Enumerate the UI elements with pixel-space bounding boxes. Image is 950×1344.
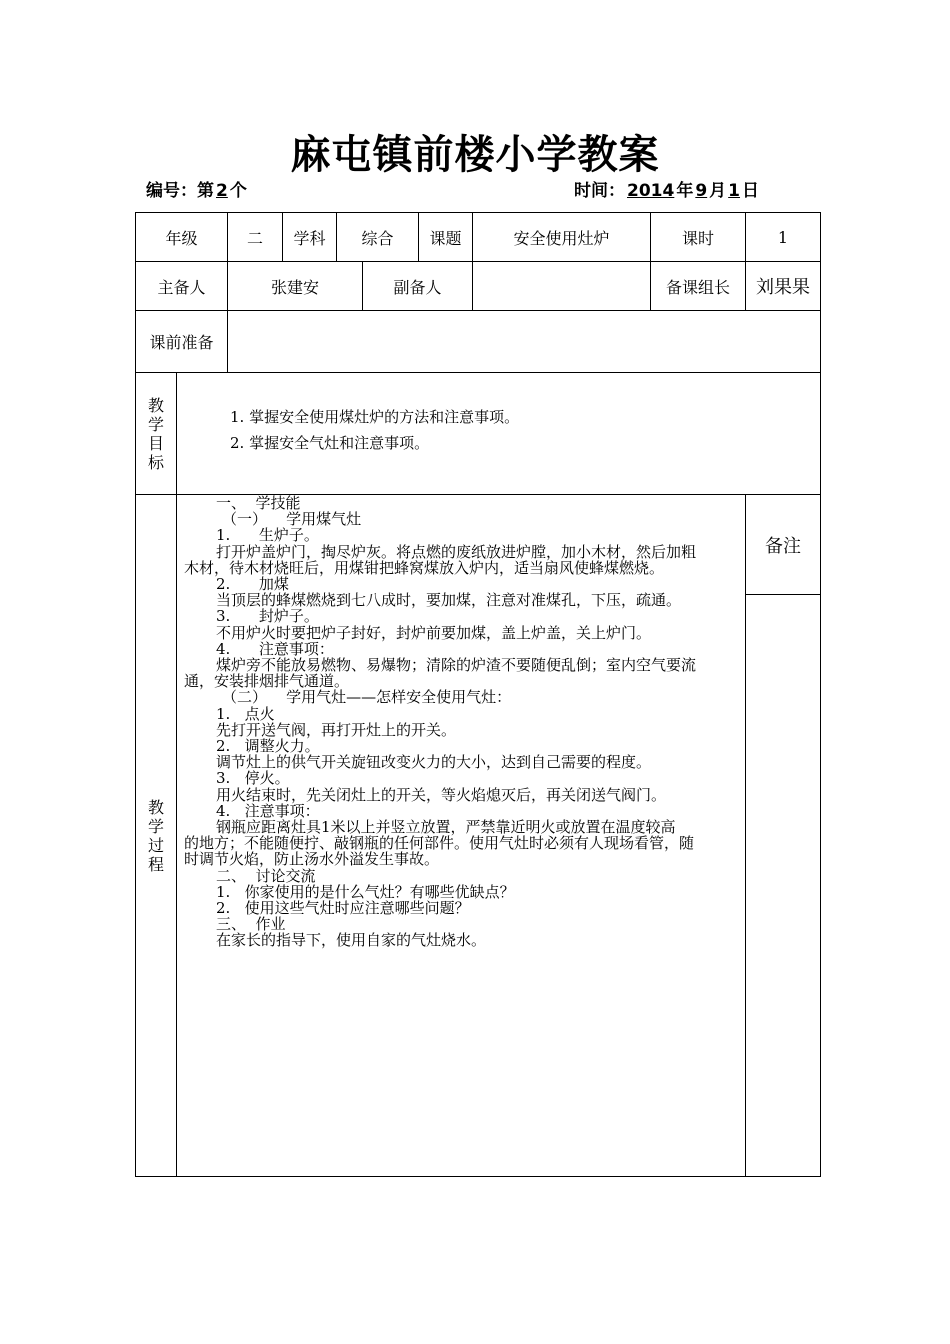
- process-line: 1. 点火: [216, 704, 275, 723]
- grade-value: 二: [246, 228, 263, 248]
- process-line: 4. 注意事项：: [216, 801, 320, 820]
- group-lead-value: 刘果果: [756, 277, 810, 298]
- goal-item: 1. 掌握安全使用煤灶炉的方法和注意事项。: [230, 408, 520, 426]
- process-line: 3. 封炉子。: [216, 607, 319, 626]
- process-line: 调节灶上的供气开关旋钮改变火力的大小，达到自己需要的程度。: [216, 753, 652, 772]
- process-line: （一） 学用煤气灶: [222, 510, 362, 529]
- process-line: 三、 作业: [216, 915, 286, 934]
- year-value: 2014: [627, 181, 675, 201]
- process-line: 在家长的指导下，使用自家的气灶烧水。: [216, 931, 487, 950]
- lead-preparer-value: 张建安: [270, 277, 319, 297]
- process-line: 不用炉火时要把炉子封好，封炉前要加煤，盖上炉盖，关上炉门。: [216, 623, 652, 642]
- deputy-preparer-label: 副备人: [393, 277, 442, 297]
- process-line: 1. 生炉子。: [216, 526, 319, 545]
- number-label: 编号：第: [146, 181, 214, 201]
- process-line: 3. 停火。: [216, 769, 290, 788]
- process-line: 4. 注意事项：: [216, 639, 334, 658]
- goals-list: [230, 404, 519, 456]
- topic-value: 安全使用灶炉: [513, 228, 610, 248]
- process-line: 1. 你家使用的是什么气灶？有哪些优缺点？: [216, 882, 515, 901]
- process-line: 当顶层的蜂煤燃烧到七八成时，要加煤，注意对准煤孔，下压，疏通。: [216, 591, 682, 610]
- document-date: [574, 176, 759, 201]
- subject-label: 学科: [293, 228, 326, 248]
- deputy-preparer-value: [473, 262, 650, 310]
- process-line: 钢瓶应距离灶具1米以上并竖立放置，严禁靠近明火或放置在温度较高: [216, 818, 676, 837]
- process-label: 教 学 过 程: [147, 798, 164, 874]
- hours-value: 1: [777, 227, 789, 247]
- document-number: [146, 176, 247, 201]
- process-line: 木材，待木材烧旺后，用煤钳把蜂窝煤放入炉内，适当扇风使蜂煤燃烧。: [184, 558, 665, 577]
- process-line: 2. 使用这些气灶时应注意哪些问题？: [216, 899, 470, 918]
- process-line: 打开炉盖炉门，掏尽炉灰。将点燃的废纸放进炉膛，加小木材，然后加粗: [216, 542, 697, 561]
- process-line: 的地方；不能随便拧、敲钢瓶的任何部件。使用气灶时必须有人现场看管，随: [184, 834, 695, 853]
- process-content: [184, 495, 740, 949]
- process-line: 2. 加煤: [216, 575, 289, 594]
- process-line: 用火结束时，先关闭灶上的开关，等火焰熄灭后，再关闭送气阀门。: [216, 785, 667, 804]
- process-line: 煤炉旁不能放易燃物、易爆物；清除的炉渣不要随便乱倒；室内空气要流: [216, 656, 697, 675]
- process-line: 通，安装排烟排气通道。: [184, 672, 350, 691]
- month-suffix: 月: [709, 181, 727, 201]
- month-value: 9: [695, 181, 708, 201]
- topic-label: 课题: [429, 228, 462, 248]
- process-line: 时调节火焰，防止汤水外溢发生事故。: [184, 850, 440, 869]
- day-suffix: 日: [742, 181, 760, 201]
- process-line: 先打开送气阀，再打开灶上的开关。: [216, 720, 457, 739]
- lead-preparer-label: 主备人: [157, 277, 206, 297]
- process-line: （二） 学用气灶——怎样安全使用气灶：: [222, 688, 512, 707]
- number-suffix: 个: [229, 181, 247, 201]
- day-value: 1: [728, 181, 741, 201]
- goals-label: 教 学 目 标: [147, 396, 164, 472]
- time-label: 时间：: [574, 181, 625, 201]
- goal-item: 2. 掌握安全气灶和注意事项。: [230, 434, 430, 452]
- prep-label: 课前准备: [149, 333, 214, 352]
- page-title: 麻屯镇前楼小学教案: [290, 132, 660, 178]
- hours-label: 课时: [681, 228, 714, 248]
- number-value: 2: [216, 181, 228, 201]
- subject-value: 综合: [361, 228, 394, 248]
- process-line: 一、 学技能: [216, 494, 301, 512]
- process-line: 2. 调整火力。: [216, 737, 320, 756]
- year-suffix: 年: [676, 181, 694, 201]
- grade-label: 年级: [165, 228, 198, 248]
- process-line: 二、 讨论交流: [216, 866, 316, 885]
- group-lead-label: 备课组长: [665, 277, 730, 297]
- notes-label: 备注: [765, 535, 801, 557]
